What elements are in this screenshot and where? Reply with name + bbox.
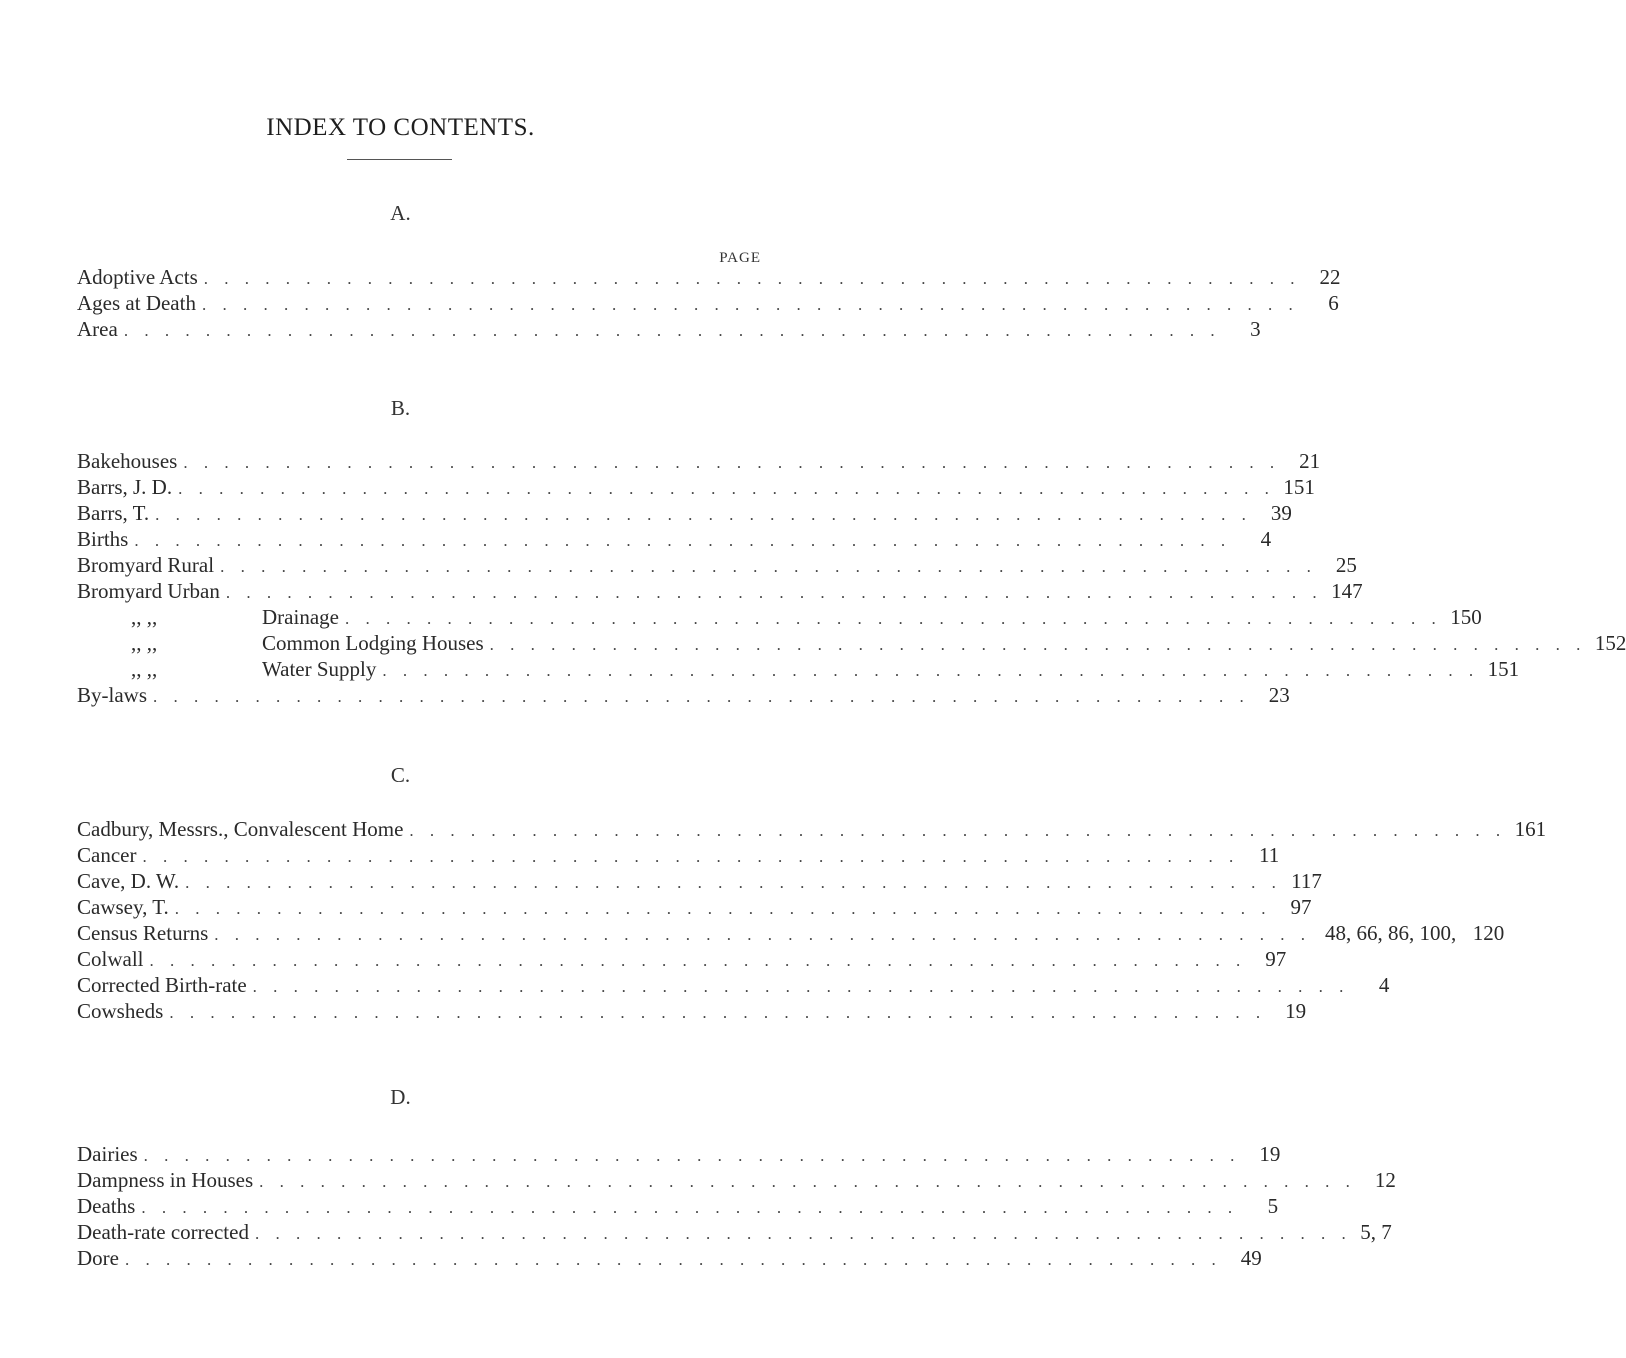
index-entry bbox=[77, 815, 1547, 843]
entry-label: Adoptive Acts bbox=[77, 265, 198, 289]
index-entry bbox=[77, 841, 1280, 869]
entry-label: Area bbox=[77, 317, 118, 341]
section-letter-d: D. bbox=[390, 1085, 411, 1109]
dot-leader: . . . . . . . . . . . . . . . . . . . . . . . . . . . . . . . . . . . . . . . . . . . . . . . . . . . . . . bbox=[382, 661, 1480, 680]
entry-label: Cowsheds bbox=[77, 999, 164, 1023]
entry-page: 151 bbox=[1283, 475, 1315, 499]
entry-page: 151 bbox=[1487, 657, 1520, 681]
entry-page: 117 bbox=[1291, 869, 1322, 893]
index-entry bbox=[77, 473, 1315, 501]
entry-label: Census Returns bbox=[77, 921, 209, 945]
index-entry bbox=[77, 971, 1390, 999]
entry-label: Bromyard Urban bbox=[77, 579, 220, 603]
entry-label: By-laws bbox=[77, 683, 147, 707]
index-entry bbox=[77, 919, 1505, 947]
dot-leader: . . . . . . . . . . . . . . . . . . . . . . . . . . . . . . . . . . . . . . . . . . . . . . . . . . . . . . bbox=[178, 479, 1275, 498]
entry-page: 11 bbox=[1258, 843, 1280, 867]
page-title: INDEX TO CONTENTS. bbox=[266, 114, 535, 141]
title-rule bbox=[347, 159, 452, 160]
entry-label: Colwall bbox=[77, 947, 144, 971]
entry-page: 4 bbox=[1378, 973, 1390, 997]
entry-page: 120 bbox=[1472, 921, 1505, 945]
entry-label: Death-rate corrected bbox=[77, 1220, 249, 1244]
dot-leader: . . . . . . . . . . . . . . . . . . . . . . . . . . . . . . . . . . . . . . . . . . . . . . . . . . . . . . bbox=[183, 453, 1281, 472]
entry-label: Cave, D. W. bbox=[77, 869, 180, 893]
entry-page: 5, 7 bbox=[1360, 1220, 1392, 1244]
dot-leader: . . . . . . . . . . . . . . . . . . . . . . . . . . . . . . . . . . . . . . . . . . . . . . . . . . . . . . bbox=[142, 847, 1240, 866]
ditto-marks: ,, ,, bbox=[131, 605, 158, 629]
entry-label: Births bbox=[77, 527, 129, 551]
dot-leader: . . . . . . . . . . . . . . . . . . . . . . . . . . . . . . . . . . . . . . . . . . . . . . . . . . . . . . bbox=[123, 321, 1221, 340]
dot-leader: . . . . . . . . . . . . . . . . . . . . . . . . . . . . . . . . . . . . . . . . . . . . . . . . . . . . . . bbox=[225, 583, 1323, 602]
index-entry bbox=[77, 1218, 1392, 1246]
entry-page: 5 bbox=[1267, 1194, 1279, 1218]
index-entry bbox=[77, 1140, 1281, 1168]
dot-leader: . . . . . . . . . . . . . . . . . . . . . . . . . . . . . . . . . . . . . . . . . . . . . . . . . . . . . . bbox=[201, 295, 1299, 314]
entry-label: Dampness in Houses bbox=[77, 1168, 254, 1192]
index-entry bbox=[77, 525, 1272, 553]
entry-page: 12 bbox=[1374, 1168, 1396, 1192]
entry-page: 21 bbox=[1299, 449, 1321, 473]
entry-label: Corrected Birth-rate bbox=[77, 973, 247, 997]
dot-leader: . . . . . . . . . . . . . . . . . . . . . . . . . . . . . . . . . . . . . . . . . . . . . . . . . . . . . . bbox=[252, 977, 1350, 996]
index-entry bbox=[77, 867, 1322, 895]
dot-leader: . . . . . . . . . . . . . . . . . . . . . . . . . . . . . . . . . . . . . . . . . . . . . . . . . . . . . . bbox=[149, 951, 1247, 970]
entry-label: Drainage bbox=[262, 605, 339, 629]
dot-leader: . . . . . . . . . . . . . . . . . . . . . . . . . . . . . . . . . . . . . . . . . . . . . . . . . . . . . . bbox=[141, 1198, 1239, 1217]
dot-leader: . . . . . . . . . . . . . . . . . . . . . . . . . . . . . . . . . . . . . . . . . . . . . . . . . . . . . . bbox=[489, 635, 1587, 654]
entry-page: 19 bbox=[1285, 999, 1307, 1023]
dot-leader: . . . . . . . . . . . . . . . . . . . . . . . . . . . . . . . . . . . . . . . . . . . . . . . . . . . . . . bbox=[169, 1003, 1267, 1022]
entry-label: Bromyard Rural bbox=[77, 553, 215, 577]
entry-label: Dore bbox=[77, 1246, 119, 1270]
dot-leader: . . . . . . . . . . . . . . . . . . . . . . . . . . . . . . . . . . . . . . . . . . . . . . . . . . . . . . bbox=[134, 531, 1232, 550]
dot-leader: . . . . . . . . . . . . . . . . . . . . . . . . . . . . . . . . . . . . . . . . . . . . . . . . . . . . . . bbox=[155, 505, 1252, 524]
index-entry bbox=[77, 893, 1312, 921]
entry-page: 3 bbox=[1250, 317, 1261, 341]
dot-leader: . . . . . . . . . . . . . . . . . . . . . . . . . . . . . . . . . . . . . . . . . . . . . . . . . . . . . . bbox=[203, 269, 1301, 288]
entry-label: Common Lodging Houses bbox=[262, 631, 484, 655]
dot-leader: . . . . . . . . . . . . . . . . . . . . . . . . . . . . . . . . . . . . . . . . . . . . . . . . . . . . . . bbox=[220, 557, 1317, 576]
index-subentry bbox=[77, 603, 1482, 631]
index-entry bbox=[77, 945, 1287, 973]
section-letter-a: A. bbox=[390, 201, 411, 225]
page-column-heading: PAGE bbox=[719, 250, 761, 266]
dot-leader: . . . . . . . . . . . . . . . . . . . . . . . . . . . . . . . . . . . . . . . . . . . . . . . . . . . . . . bbox=[344, 609, 1442, 628]
entry-page: 19 bbox=[1259, 1142, 1281, 1166]
entry-label: Barrs, J. D. bbox=[77, 475, 173, 499]
index-entry bbox=[77, 263, 1341, 291]
dot-leader: . . . . . . . . . . . . . . . . . . . . . . . . . . . . . . . . . . . . . . . . . . . . . . . . . . . . . . bbox=[143, 1146, 1241, 1165]
entry-page: 150 bbox=[1450, 605, 1482, 629]
section-letter-c: C. bbox=[390, 763, 411, 787]
entry-page: 6 bbox=[1328, 291, 1339, 315]
dot-leader: . . . . . . . . . . . . . . . . . . . . . . . . . . . . . . . . . . . . . . . . . . . . . . . . . . . . . . bbox=[174, 899, 1272, 918]
entry-page: 25 bbox=[1335, 553, 1357, 577]
index-entry bbox=[77, 499, 1292, 527]
entry-pages-list: 48, 66, 86, 100, bbox=[1325, 921, 1457, 945]
section-letter-b: B. bbox=[390, 396, 411, 420]
index-entry bbox=[77, 289, 1339, 317]
index-entry bbox=[77, 997, 1307, 1025]
dot-leader: . . . . . . . . . . . . . . . . . . . . . . . . . . . . . . . . . . . . . . . . . . . . . . . . . . . . . . bbox=[409, 821, 1507, 840]
dot-leader: . . . . . . . . . . . . . . . . . . . . . . . . . . . . . . . . . . . . . . . . . . . . . . . . . . . . . . bbox=[185, 873, 1282, 892]
entry-page: 161 bbox=[1514, 817, 1547, 841]
ditto-marks: ,, ,, bbox=[131, 631, 158, 655]
dot-leader: . . . . . . . . . . . . . . . . . . . . . . . . . . . . . . . . . . . . . . . . . . . . . . . . . . . . . . bbox=[214, 925, 1311, 944]
entry-label: Deaths bbox=[77, 1194, 136, 1218]
entry-label: Dairies bbox=[77, 1142, 138, 1166]
index-entry bbox=[77, 551, 1357, 579]
entry-label: Bakehouses bbox=[77, 449, 178, 473]
index-entry bbox=[77, 447, 1321, 475]
entry-page: 4 bbox=[1260, 527, 1272, 551]
entry-page: 152 bbox=[1594, 631, 1626, 655]
index-entry bbox=[77, 577, 1363, 605]
index-subentry bbox=[77, 655, 1520, 683]
index-entry bbox=[77, 1166, 1396, 1194]
index-entry bbox=[77, 315, 1261, 343]
ditto-marks: ,, ,, bbox=[131, 657, 158, 681]
entry-label: Ages at Death bbox=[77, 291, 196, 315]
entry-page: 147 bbox=[1331, 579, 1363, 603]
entry-label: Barrs, T. bbox=[77, 501, 150, 525]
index-entry bbox=[77, 1244, 1262, 1272]
entry-page: 97 bbox=[1265, 947, 1287, 971]
dot-leader: . . . . . . . . . . . . . . . . . . . . . . . . . . . . . . . . . . . . . . . . . . . . . . . . . . . . . . bbox=[124, 1250, 1222, 1269]
index-entry bbox=[77, 681, 1290, 709]
dot-leader: . . . . . . . . . . . . . . . . . . . . . . . . . . . . . . . . . . . . . . . . . . . . . . . . . . . . . . bbox=[259, 1172, 1356, 1191]
entry-page: 23 bbox=[1268, 683, 1290, 707]
index-subentry bbox=[77, 629, 1626, 657]
index-entry bbox=[77, 1192, 1279, 1220]
entry-page: 97 bbox=[1290, 895, 1312, 919]
entry-label: Water Supply bbox=[262, 657, 377, 681]
entry-page: 22 bbox=[1319, 265, 1341, 289]
entry-label: Cadbury, Messrs., Convalescent Home bbox=[77, 817, 404, 841]
entry-page: 39 bbox=[1270, 501, 1292, 525]
entry-label: Cawsey, T. bbox=[77, 895, 169, 919]
entry-label: Cancer bbox=[77, 843, 137, 867]
entry-page: 49 bbox=[1240, 1246, 1262, 1270]
dot-leader: . . . . . . . . . . . . . . . . . . . . . . . . . . . . . . . . . . . . . . . . . . . . . . . . . . . . . . bbox=[254, 1224, 1352, 1243]
dot-leader: . . . . . . . . . . . . . . . . . . . . . . . . . . . . . . . . . . . . . . . . . . . . . . . . . . . . . . bbox=[153, 687, 1250, 706]
